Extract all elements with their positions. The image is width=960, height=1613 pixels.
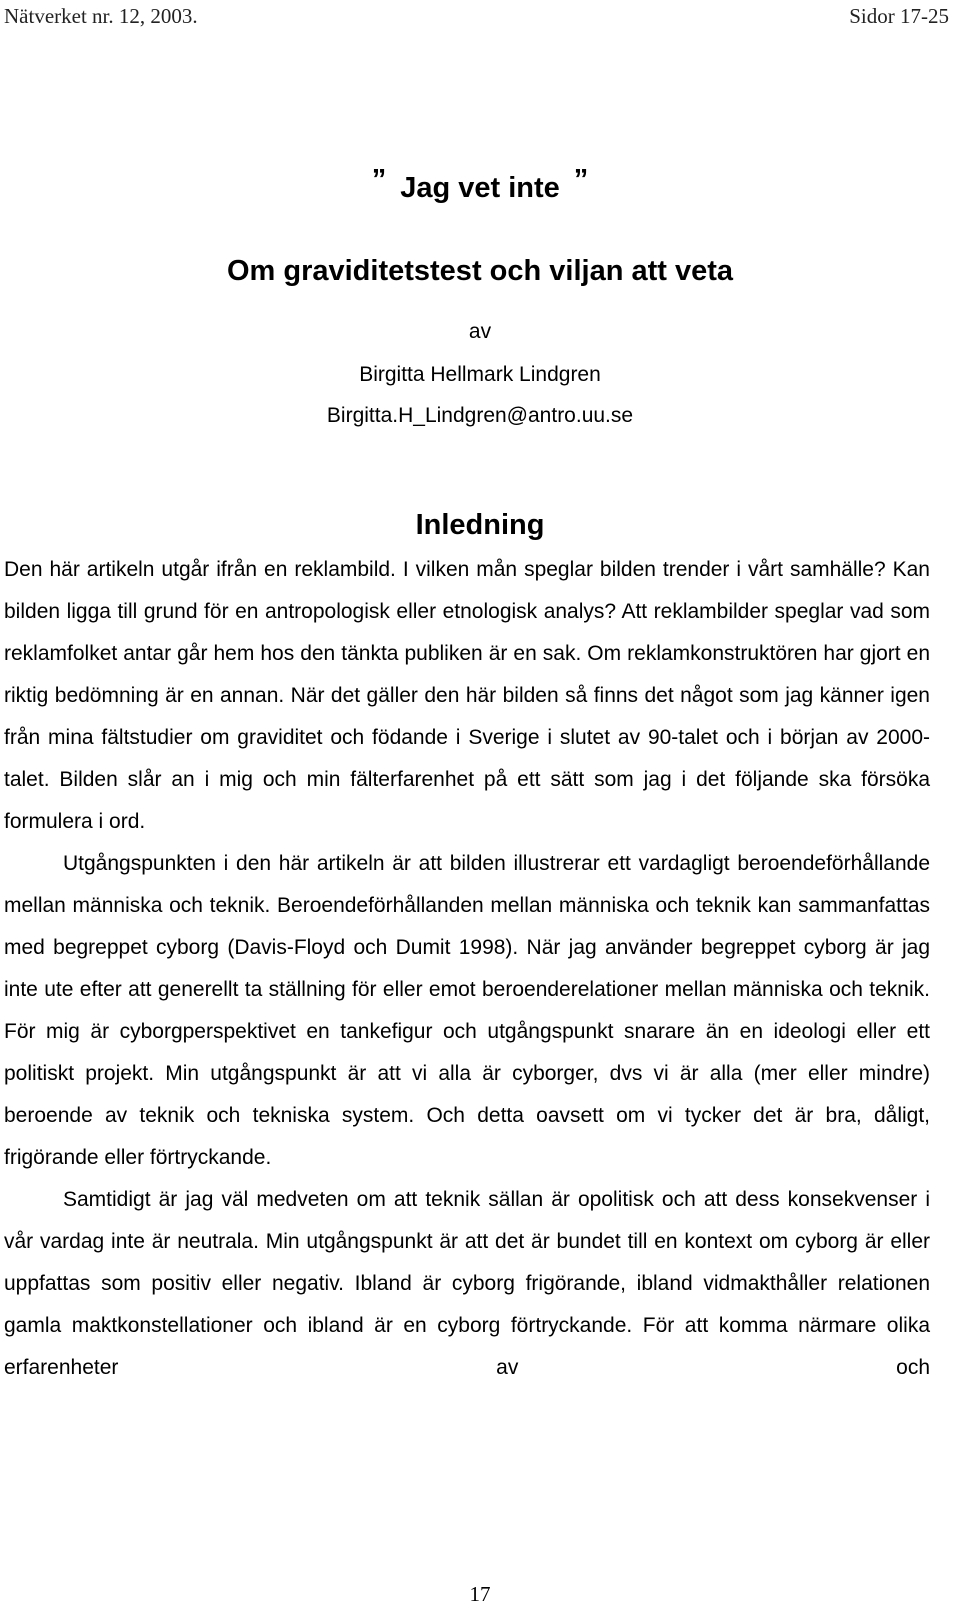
page-number: 17 (469, 1582, 491, 1606)
author-email: Birgitta.H_Lindgren@antro.uu.se (326, 404, 634, 427)
article-body (4, 549, 930, 1389)
title-open-quote: ” (371, 164, 387, 196)
article-title (0, 164, 960, 205)
paragraph-1: Den här artikeln utgår ifrån en reklambild. I vilken mån speglar bilden trender i vårt samhälle? Kan bilden ligga till grund för en antropologisk eller etnologisk analys? Att reklambilder speglar vad som reklamfolket antar går hem hos den tänkta publiken är en sak. Om reklamkonstruktören har gjort en riktig bedömning är en annan. När det gäller den här bilden så finns det något som jag känner igen från mina fältstudier om graviditet och födande i Sverige i slutet av 90-talet och i början av 2000-talet. Bilden slår an i mig och min fälterfarenhet på ett sätt som jag i det följande ska försöka formulera i ord. (4, 558, 930, 833)
paragraph-2: Utgångspunkten i den här artikeln är att bilden illustrerar ett vardagligt beroendeförhållande mellan människa och teknik. Beroendeförhållanden mellan människa och teknik kan sammanfattas med begreppet cyborg (Davis-Floyd och Dumit 1998). När jag använder begreppet cyborg är jag inte ute efter att generellt ta ställning för eller emot beroenderelationer mellan människa och teknik. För mig är cyborgperspektivet en tankefigur och utgångspunkt snarare än en ideologi eller ett politiskt projekt. Min utgångspunkt är att vi alla är cyborger, dvs vi är alla (mer eller mindre) beroende av teknik och tekniska system. Och detta oavsett om vi tycker det är bra, dåligt, frigörande eller förtryckande. (4, 852, 930, 1169)
author-name: Birgitta Hellmark Lindgren (359, 363, 601, 386)
section-heading: Inledning (415, 509, 545, 541)
article-subtitle: Om graviditetstest och viljan att veta (226, 255, 734, 287)
title-main-text: Jag vet inte (400, 172, 560, 204)
paragraph-3: Samtidigt är jag väl medveten om att teknik sällan är opolitisk och att dess konsekvenser i vår vardag inte är neutrala. Min utgångspunkt är att det är bundet till en kontext om cyborg är eller uppfattas som positiv eller negativ. Ibland är cyborg frigörande, ibland vidmakthåller relationen gamla maktkonstellationer och ibland är en cyborg förtryckande. För att komma närmare olika erfarenheter av och (4, 1188, 930, 1379)
running-header-pages: Sidor 17-25 (849, 4, 949, 28)
byline-by: av (468, 320, 492, 343)
title-close-quote: ” (573, 164, 589, 196)
running-header-journal: Nätverket nr. 12, 2003. (4, 4, 198, 28)
